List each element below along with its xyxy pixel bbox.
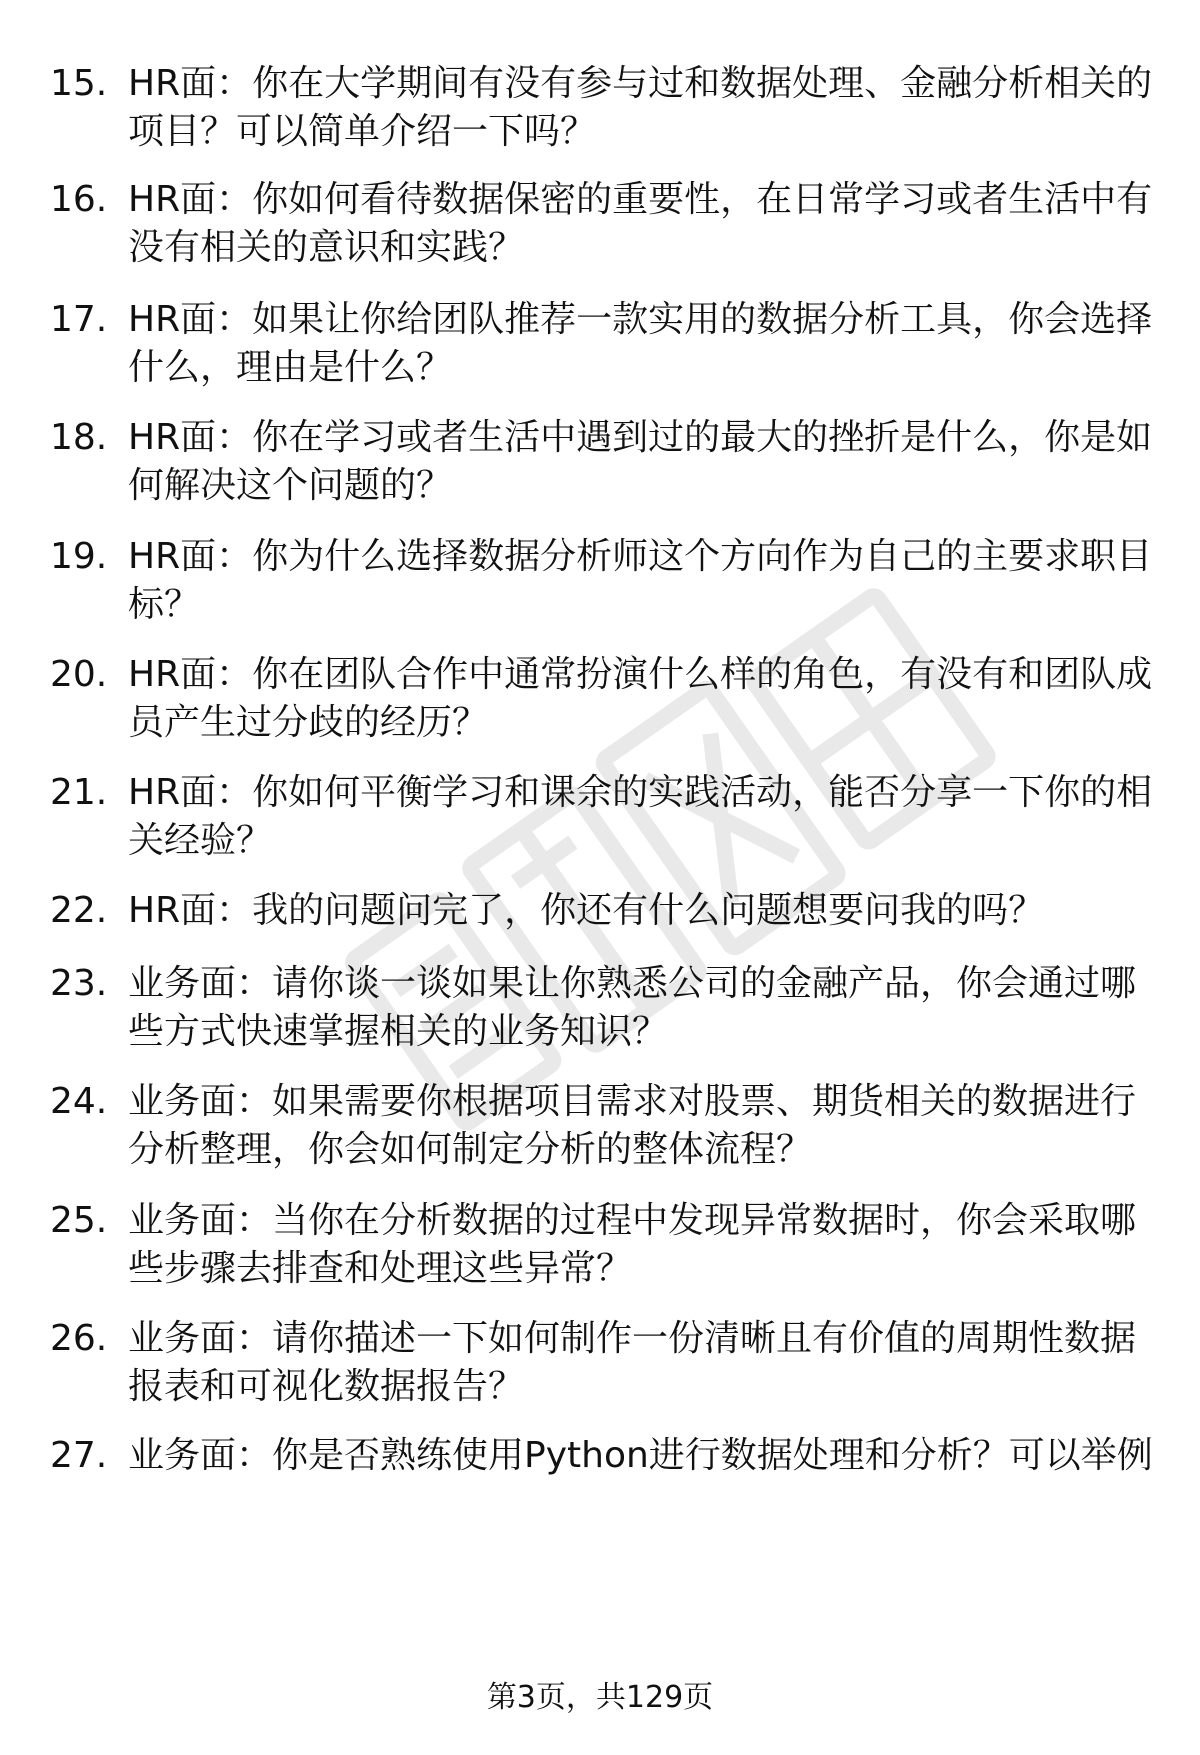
question-number: 26. — [50, 1318, 108, 1359]
question-text: HR面：如果让你给团队推荐一款实用的数据分析工具，你会选择什么，理由是什么？ — [128, 299, 1153, 388]
page-footer: 第3页，共129页 — [486, 1680, 714, 1715]
question-text: 业务面：请你谈一谈如果让你熟悉公司的金融产品，你会通过哪些方式快速掌握相关的业务知识？ — [128, 963, 1137, 1052]
question-text: HR面：你如何看待数据保密的重要性，在日常学习或者生活中有没有相关的意识和实践？ — [128, 179, 1153, 268]
question-text: 业务面：当你在分析数据的过程中发现异常数据时，你会采取哪些步骤去排查和处理这些异常？ — [128, 1200, 1137, 1289]
question-item — [50, 296, 1160, 392]
question-item — [50, 1197, 1160, 1293]
question-text: HR面：我的问题问完了，你还有什么问题想要问我的吗？ — [128, 890, 1045, 931]
question-number: 17. — [50, 299, 108, 340]
question-text: HR面：你为什么选择数据分析师这个方向作为自己的主要求职目标？ — [128, 536, 1153, 625]
question-item — [50, 651, 1160, 747]
question-number: 22. — [50, 890, 108, 931]
question-item — [50, 176, 1160, 272]
question-number: 16. — [50, 179, 108, 220]
question-item — [50, 1315, 1160, 1411]
question-item — [50, 887, 1160, 935]
question-text: HR面：你在团队合作中通常扮演什么样的角色，有没有和团队成员产生过分歧的经历？ — [128, 654, 1153, 743]
question-text: HR面：你在学习或者生活中遇到过的最大的挫折是什么，你是如何解决这个问题的？ — [128, 417, 1153, 506]
question-item — [50, 960, 1160, 1056]
question-text: HR面：你如何平衡学习和课余的实践活动，能否分享一下你的相关经验？ — [128, 772, 1153, 861]
question-text: 业务面：如果需要你根据项目需求对股票、期货相关的数据进行分析整理，你会如何制定分析的整体流程？ — [128, 1081, 1137, 1170]
question-number: 15. — [50, 63, 108, 104]
question-text: 业务面：你是否熟练使用Python进行数据处理和分析？可以举例 — [128, 1435, 1153, 1476]
question-number: 19. — [50, 536, 108, 577]
question-item — [50, 1432, 1160, 1480]
question-number: 20. — [50, 654, 108, 695]
question-number: 25. — [50, 1200, 108, 1241]
question-number: 18. — [50, 417, 108, 458]
question-text: HR面：你在大学期间有没有参与过和数据处理、金融分析相关的项目？可以简单介绍一下吗？ — [128, 63, 1153, 152]
question-number: 23. — [50, 963, 108, 1004]
question-number: 27. — [50, 1435, 108, 1476]
question-item — [50, 533, 1160, 629]
question-item — [50, 769, 1160, 865]
question-item — [50, 414, 1160, 510]
question-item — [50, 1078, 1160, 1174]
question-text: 业务面：请你描述一下如何制作一份清晰且有价值的周期性数据报表和可视化数据报告？ — [128, 1318, 1137, 1407]
question-number: 24. — [50, 1081, 108, 1122]
question-number: 21. — [50, 772, 108, 813]
question-item — [50, 60, 1160, 156]
